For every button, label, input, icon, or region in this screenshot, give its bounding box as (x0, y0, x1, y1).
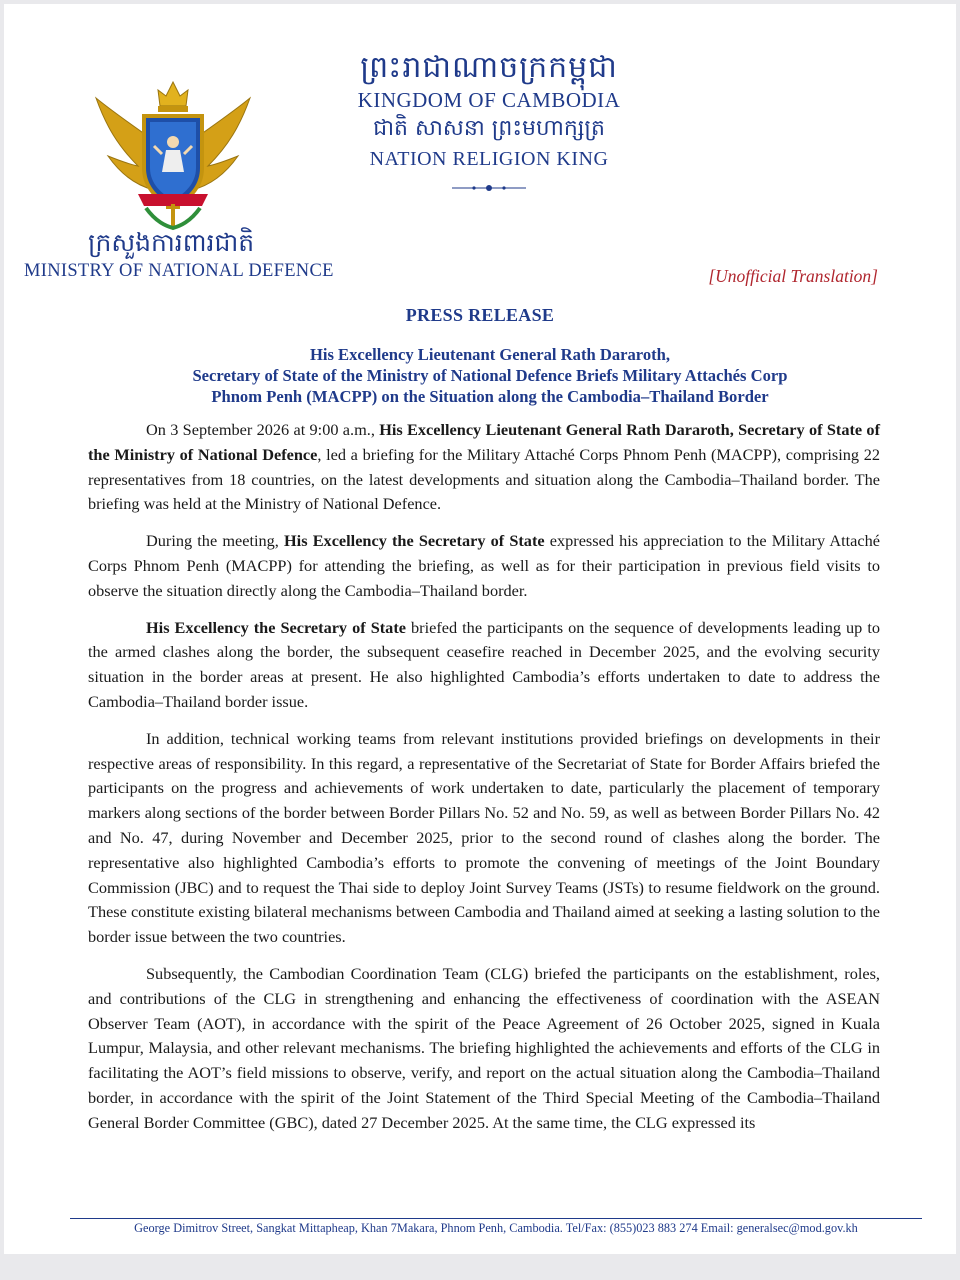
khmer-motto: ជាតិ សាសនា ព្រះមហាក្សត្រ (373, 116, 605, 141)
paragraph-1 (88, 418, 880, 517)
translation-note: [Unofficial Translation] (708, 266, 878, 286)
headline-line-2: Secretary of State of the Ministry of National Defence Briefs Military Attachés Corp (192, 366, 788, 385)
footer-divider (70, 1218, 922, 1219)
paragraph-2-rest: expressed his appreciation to the Military Attaché Corps Phnom Penh (MACPP) for attending the briefing, as well as for their participation in previous field visits to observe the situation directly along the Cambodia–Thailand border. (88, 531, 881, 600)
footer-contact: George Dimitrov Street, Sangkat Mittapheap, Khan 7Makara, Phnom Penh, Cambodia. Tel/Fax: (855)023 883 274 Email: generalsec@mod.gov.kh (134, 1221, 858, 1235)
national-motto: NATION RELIGION KING (369, 148, 609, 170)
document-body (88, 418, 880, 1148)
paragraph-2-intro: During the meeting, (146, 531, 285, 551)
paragraph-1-bold: His Excellency Lieutenant General Rath Dararoth, Secretary of State of the Ministry of National Defence (88, 420, 880, 464)
ornament-divider-icon (452, 182, 526, 194)
country-title: KINGDOM OF CAMBODIA (357, 88, 621, 112)
ministry-emblem-icon (88, 76, 258, 236)
paragraph-5: Subsequently, the Cambodian Coordination Team (CLG) briefed the participants on the establishment, roles, and contributions of the CLG in strengthening and enhancing the effectiveness of coordination with the ASEAN Observer Team (AOT), in accordance with the spirit of the Peace Agreement of 26 October 2025, signed in Kuala Lumpur, Malaysia, and other relevant mechanisms. The briefing highlighted the achievements and efforts of the CLG in facilitating the AOT’s field missions to observe, verify, and report on the actual situation along the Cambodia–Thailand border, in accordance with the spirit of the Joint Statement of the Third Special Meeting of the Cambodia–Thailand General Border Committee (GBC), dated 27 December 2025. At the same time, the CLG expressed its (88, 963, 880, 1132)
headline-line-3: Phnom Penh (MACPP) on the Situation along the Cambodia–Thailand Border (211, 387, 769, 406)
ministry-name: MINISTRY OF NATIONAL DEFENCE (24, 261, 334, 281)
paragraph-3-bold: His Excellency the Secretary of State (146, 617, 406, 637)
paragraph-1-intro: On 3 September 2026 at 9:00 a.m., (146, 420, 380, 439)
document-page (4, 4, 956, 1254)
headline-line-1: His Excellency Lieutenant General Rath Dararoth, (309, 345, 671, 364)
khmer-ministry-name: ក្រសួងការពារជាតិ (88, 228, 255, 257)
headline (84, 344, 896, 407)
paragraph-1-rest: , led a briefing for the Military Attaché Corps Phnom Penh (MACPP), comprising 22 representatives from 18 countries, on the latest developments and situation along the Cambodia–Thailand border. The briefing was held at the Ministry of National Defence. (88, 444, 880, 514)
press-release-label: PRESS RELEASE (405, 305, 555, 325)
paragraph-2 (88, 529, 880, 603)
paragraph-3-rest: briefed the participants on the sequence of developments leading up to the armed clashes along the border, the subsequent ceasefire reached in December 2025, and the evolving security situation in the border areas at present. He also highlighted Cambodia’s efforts undertaken to date to address the Cambodia–Thailand border issue. (88, 617, 880, 711)
paragraph-2-bold: His Excellency the Secretary of State (284, 531, 545, 551)
paragraph-4: In addition, technical working teams from relevant institutions provided briefings on developments in their respective areas of responsibility. In this regard, a representative of the Secretariat of State for Border Affairs briefed the participants on the progress and achievements of work undertaken to date, particularly the placement of temporary markers along sections of the border between Border Pillars No. 52 and No. 59, as well as between Border Pillars No. 42 and No. 47, during November and December 2025, prior to the second round of clashes along the border. The representative also highlighted Cambodia’s efforts to promote the convening of meetings of the Joint Boundary Commission (JBC) and to request the Thai side to deploy Joint Survey Teams (JSTs) to resume fieldwork on the ground. These constitute existing bilateral mechanisms between Cambodia and Thailand aimed at seeking a lasting solution to the border issue between the two countries. (88, 728, 880, 947)
khmer-country-title: ព្រះរាជាណាចក្រកម្ពុជា (360, 50, 618, 85)
paragraph-3 (88, 616, 880, 715)
